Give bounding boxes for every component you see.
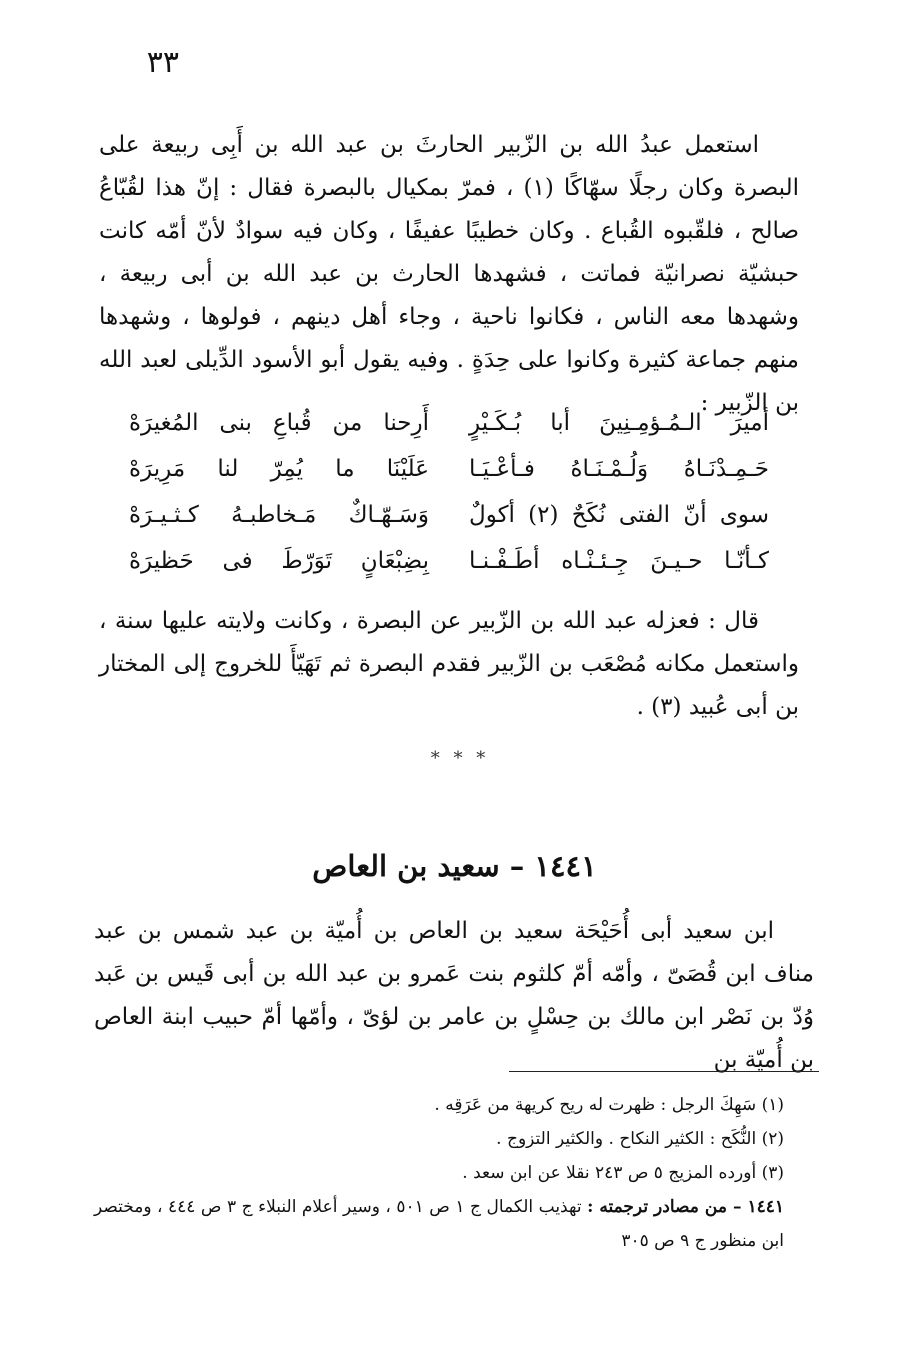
paragraph-2 (99, 600, 799, 729)
paragraph-2-text: قال : فعزله عبد الله بن الزّبير عن البصرة ، وكانت ولايته عليها سنة ، واستعمل مكانه مُصْعَب بن الزّبير فقدم البصرة ثم تَهَيّأَ للخروج إلى المختار بن أبى عُبيد (٣) . (99, 608, 799, 720)
page-number: ٣٣ (146, 45, 179, 80)
paragraph-3-text: ابن سعيد أبى أُحَيْحَة سعيد بن العاص بن أُميّة بن عبد شمس بن عبد مناف ابن قُصَىّ ، وأمّه أمّ كلثوم بنت عَمرو بن عبد الله بن أبى قَيس بن عَبد وُدّ بن نَصْر ابن مالك بن حِسْلٍ بن عامر بن لؤىّ ، وأمّها أمّ حبيب ابنة العاص بن أُميّة بن (94, 918, 814, 1073)
verse-first-hemistich: كـأنّـا حـيـنَ جِـئـنْـاه أطَـفْـنـا (469, 548, 769, 574)
verse-first-hemistich: سوى أنّ الفتى نُكَحٌ (٢) أكولٌ (469, 502, 770, 528)
poem (129, 400, 769, 584)
verse-second-hemistich: وَسَـهّـاكٌ مَـخاطبـهُ كـثـيـرَهْ (129, 502, 429, 528)
paragraph-3 (94, 910, 814, 1082)
section-heading: ١٤٤١ – سعيد بن العاص (312, 849, 597, 883)
verse-first-hemistich: أميرَ الـمُـؤمِـنِينَ أبا بُـكَـيْرٍ (469, 410, 769, 436)
poem-verse (129, 538, 769, 584)
poem-verse (129, 446, 769, 492)
verse-second-hemistich: بِضِبْعَانٍ تَوَرّطَ فى حَظيرَهْ (129, 548, 429, 574)
source-note-label: ١٤٤١ – من مصادر ترجمته : (587, 1197, 784, 1217)
footnote: (١) سَهِكَ الرجل : ظهرت له ريح كريهة من عَرَقِه . (434, 1095, 784, 1115)
footnotes (94, 1088, 814, 1258)
verse-first-hemistich: حَـمِـدْنَـاهُ وَلُـمْـنَـاهُ فـأعْـيَـا (469, 456, 769, 482)
verse-second-hemistich: أَرِحنا من قُباعِ بنى المُغيرَهْ (129, 410, 429, 436)
source-note (94, 1190, 814, 1258)
section-separator: * * * (430, 748, 490, 769)
footnote: (٢) النُّكَح : الكثير النكاح . والكثير التزوج . (496, 1129, 784, 1149)
poem-verse (129, 400, 769, 446)
verse-second-hemistich: عَلَيْنَا ما يُمِرّ لنا مَرِيرَهْ (129, 456, 429, 482)
poem-verse (129, 492, 769, 538)
footnote-divider (509, 1071, 819, 1072)
footnote: (٣) أورده المزيج ٥ ص ٢٤٣ نقلا عن ابن سعد . (462, 1163, 784, 1183)
paragraph-1 (99, 124, 799, 425)
source-note-text: تهذيب الكمال ج ١ ص ٥٠١ ، وسير أعلام النبلاء ج ٣ ص ٤٤٤ ، ومختصر ابن منظور ج ٩ ص ٣٠٥ (94, 1197, 784, 1251)
paragraph-1-text: استعمل عبدُ الله بن الزّبير الحارثَ بن عبد الله بن أَبِى ربيعة على البصرة وكان رجلًا سهّاكًا (١) ، فمرّ بمكيال بالبصرة فقال : إنّ هذا لقُبّاعُ صالح ، فلقّبوه القُباع . وكان خطيبًا عفيفًا ، وكان فيه سوادٌ لأنّ أمّه كانت حبشيّة نصرانيّة فماتت ، فشهدها الحارث بن عبد الله بن أبى ربيعة ، وشهدها معه الناس ، فكانوا ناحية ، وجاء أهل دينهم ، فولوها ، وشهدها منهم جماعة كثيرة وكانوا على حِدَةٍ . وفيه يقول أبو الأسود الدِّيلى لعبد الله بن الزّبير : (99, 132, 799, 416)
